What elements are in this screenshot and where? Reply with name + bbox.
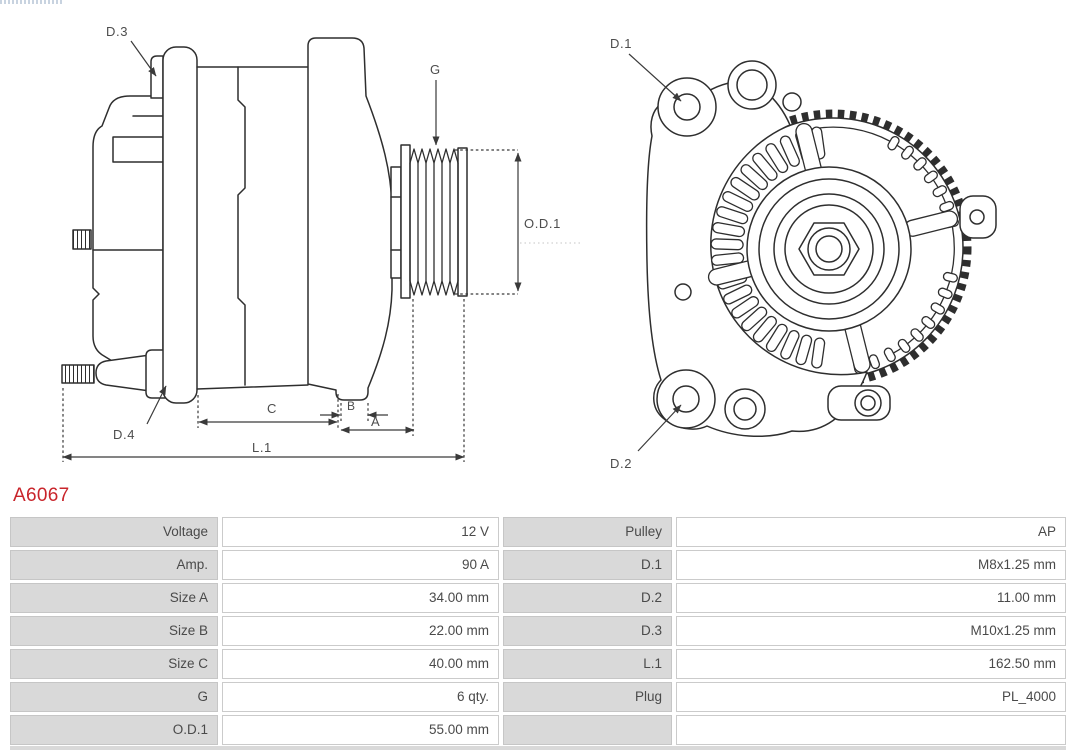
spec-value-cell: 40.00 mm [222, 649, 499, 679]
spec-label-cell: O.D.1 [10, 715, 218, 745]
terminal-stud-lower [62, 365, 94, 383]
spec-value-cell: 6 qty. [222, 682, 499, 712]
terminal-stud-upper [73, 230, 91, 249]
spec-value-cell [676, 715, 1066, 745]
dim-label-od1: O.D.1 [524, 216, 561, 231]
spec-label-cell: Plug [503, 682, 672, 712]
spec-value-cell: 11.00 mm [676, 583, 1066, 613]
pulley-front [747, 167, 911, 331]
dim-label-a: A [371, 414, 381, 429]
pulley-side [401, 145, 467, 298]
spec-label-cell: G [10, 682, 218, 712]
spec-label-cell: Amp. [10, 550, 218, 580]
dim-label-g: G [430, 62, 441, 77]
lower-terminal-cone [96, 355, 150, 391]
spec-label-cell: Voltage [10, 517, 218, 547]
spec-label-cell: Size B [10, 616, 218, 646]
dim-label-d2: D.2 [610, 456, 633, 471]
spec-value-cell: 55.00 mm [222, 715, 499, 745]
dim-label-d4: D.4 [113, 427, 136, 442]
mounting-plate [163, 47, 197, 403]
table-bottom-strip [10, 746, 1066, 750]
mounting-lug-top [151, 56, 163, 98]
spec-label-cell [503, 715, 672, 745]
spec-value-cell: 90 A [222, 550, 499, 580]
spec-label-cell: Size C [10, 649, 218, 679]
spec-label-cell: D.3 [503, 616, 672, 646]
spec-label-cell: L.1 [503, 649, 672, 679]
front-view-drawing [610, 36, 996, 471]
dim-label-b: B [347, 399, 356, 413]
spec-value-cell: 22.00 mm [222, 616, 499, 646]
front-bracket [308, 38, 392, 400]
spec-value-cell: 12 V [222, 517, 499, 547]
dim-label-l1: L.1 [252, 440, 272, 455]
dim-label-d3: D.3 [106, 24, 129, 39]
spec-label-cell: Size A [10, 583, 218, 613]
side-view-drawing [62, 24, 583, 462]
spec-value-cell: 34.00 mm [222, 583, 499, 613]
spec-label-cell: Pulley [503, 517, 672, 547]
spec-label-cell: D.2 [503, 583, 672, 613]
spec-value-cell: M8x1.25 mm [676, 550, 1066, 580]
dim-label-c: C [267, 401, 277, 416]
spec-value-cell: 162.50 mm [676, 649, 1066, 679]
spec-value-cell: M10x1.25 mm [676, 616, 1066, 646]
dim-label-d1: D.1 [610, 36, 633, 51]
spec-label-cell: D.1 [503, 550, 672, 580]
spec-table [10, 517, 1066, 745]
spec-value-cell: AP [676, 517, 1066, 547]
spec-value-cell: PL_4000 [676, 682, 1066, 712]
shaft [391, 167, 401, 278]
mount-hole-d2 [673, 386, 699, 412]
part-number: A6067 [13, 485, 70, 506]
